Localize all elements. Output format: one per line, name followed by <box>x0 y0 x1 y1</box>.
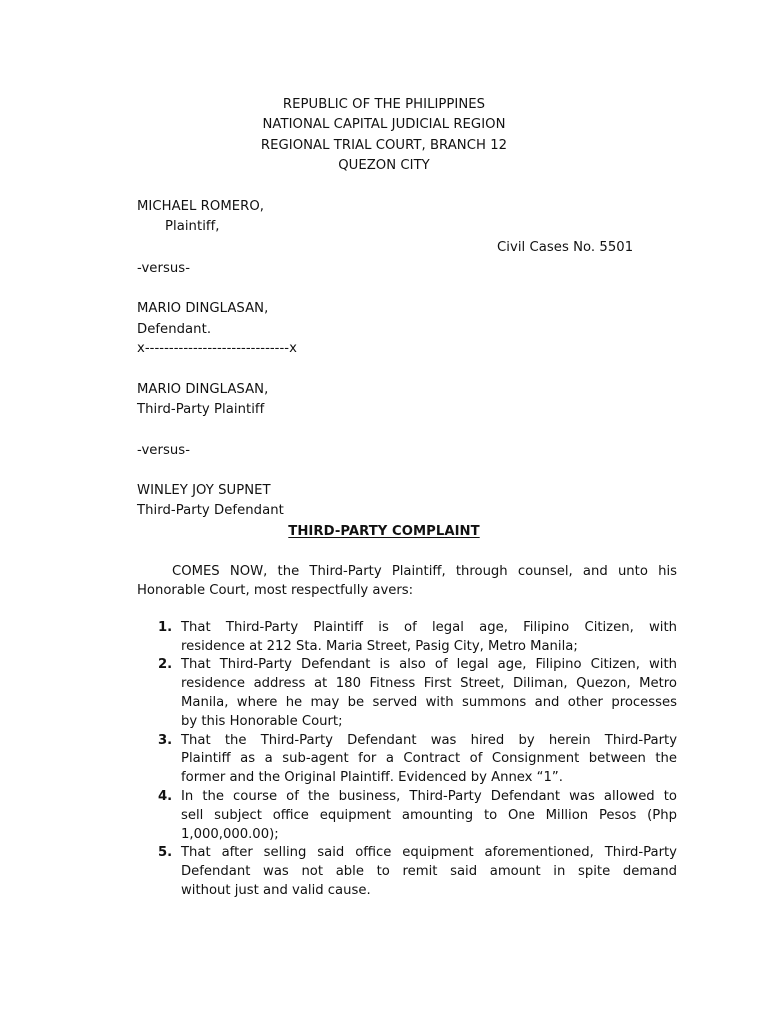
document-title: THIRD-PARTY COMPLAINT <box>288 524 480 539</box>
item-number-4: 4. <box>158 789 173 804</box>
item-4-line-2: sell subject office equipment amounting to One Million Pesos (Php <box>181 808 677 823</box>
third-party-plaintiff-name: MARIO DINGLASAN, <box>137 382 269 397</box>
item-5-line-2: Defendant was not able to remit said amount in spite demand <box>181 864 677 879</box>
item-2-line-2: residence address at 180 Fitness First Street, Diliman, Quezon, Metro <box>181 676 677 691</box>
versus-first: -versus- <box>137 261 191 276</box>
court-header-city: QUEZON CITY <box>338 158 430 173</box>
item-number-2: 2. <box>158 657 173 672</box>
item-number-1: 1. <box>158 620 173 635</box>
court-header-branch: REGIONAL TRIAL COURT, BRANCH 12 <box>260 138 508 153</box>
item-5-line-1: That after selling said office equipment aforementioned, Third-Party <box>181 845 677 860</box>
versus-second: -versus- <box>137 443 191 458</box>
plaintiff-name: MICHAEL ROMERO, <box>137 199 265 214</box>
item-5-line-3: without just and valid cause. <box>181 883 371 898</box>
item-4-line-3: 1,000,000.00); <box>181 827 279 842</box>
item-1-line-2: residence at 212 Sta. Maria Street, Pasig City, Metro Manila; <box>181 639 578 654</box>
item-2-line-1: That Third-Party Defendant is also of legal age, Filipino Citizen, with <box>181 657 677 672</box>
defendant-name: MARIO DINGLASAN, <box>137 301 269 316</box>
item-number-3: 3. <box>158 733 173 748</box>
item-4-line-1: In the course of the business, Third-Party Defendant was allowed to <box>181 789 677 804</box>
third-party-defendant-role: Third-Party Defendant <box>137 503 284 518</box>
item-3-line-3: former and the Original Plaintiff. Evidenced by Annex “1”. <box>181 770 563 785</box>
third-party-plaintiff-role: Third-Party Plaintiff <box>137 402 265 417</box>
plaintiff-role: Plaintiff, <box>165 219 220 234</box>
caption-divider: x------------------------------x <box>137 341 297 356</box>
civil-case-number: Civil Cases No. 5501 <box>497 240 634 255</box>
item-3-line-2: Plaintiff as a sub-agent for a Contract of Consignment between the <box>181 751 677 766</box>
item-number-5: 5. <box>158 845 173 860</box>
item-3-line-1: That the Third-Party Defendant was hired by herein Third-Party <box>181 733 677 748</box>
court-header-republic: REPUBLIC OF THE PHILIPPINES <box>282 97 486 112</box>
court-header-region: NATIONAL CAPITAL JUDICIAL REGION <box>262 117 506 132</box>
item-2-line-3: Manila, where he may be served with summons and other processes <box>181 695 677 710</box>
defendant-role: Defendant. <box>137 322 212 337</box>
item-2-line-4: by this Honorable Court; <box>181 714 343 729</box>
intro-line-1: COMES NOW, the Third-Party Plaintiff, through counsel, and unto his <box>172 564 677 579</box>
third-party-defendant-name: WINLEY JOY SUPNET <box>137 483 271 498</box>
intro-line-2: Honorable Court, most respectfully avers: <box>137 583 414 598</box>
item-1-line-1: That Third-Party Plaintiff is of legal age, Filipino Citizen, with <box>181 620 677 635</box>
